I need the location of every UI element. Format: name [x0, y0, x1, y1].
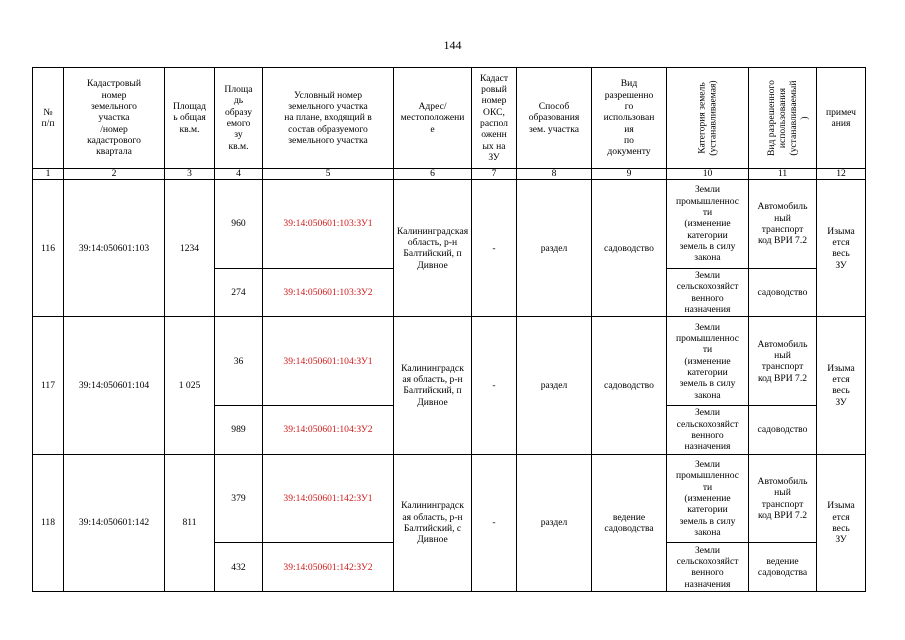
header-land-category [667, 68, 749, 169]
header-total-area: Площад ь общая кв.м. [165, 68, 215, 169]
column-number: 10 [667, 168, 749, 179]
notes: Изыма ется весь ЗУ [817, 180, 866, 317]
header-permitted-use-set-text: Вид разрешенного использования (устанавливаемый ) [765, 79, 810, 156]
permitted-use-set: Автомобиль ный транспорт код ВРИ 7.2 [749, 317, 817, 406]
column-number: 2 [64, 168, 165, 179]
column-number: 12 [817, 168, 866, 179]
header-conditional-number: Условный номер земельного участка на плане, входящий в состав образуемого земельного участка [263, 68, 394, 169]
header-row [33, 68, 866, 169]
oks-number: - [472, 317, 517, 454]
column-number-row [33, 168, 866, 179]
oks-number: - [472, 180, 517, 317]
permitted-use-document: садоводство [592, 317, 667, 454]
row-number: 118 [33, 454, 64, 591]
column-number: 11 [749, 168, 817, 179]
address: Калининградск ая область, р-н Балтийский, с Дивное [394, 454, 472, 591]
header-formed-area: Площа дь образу емого зу кв.м. [215, 68, 263, 169]
formed-area: 36 [215, 317, 263, 406]
permitted-use-set: ведение садоводства [749, 543, 817, 592]
header-cadastral-number: Кадастровый номер земельного участка /номер кадастрового квартала [64, 68, 165, 169]
address: Калининградск ая область, р-н Балтийский, п Дивное [394, 317, 472, 454]
permitted-use-set: Автомобиль ный транспорт код ВРИ 7.2 [749, 454, 817, 543]
column-number: 4 [215, 168, 263, 179]
land-category: Земли сельскохозяйст венного назначения [667, 406, 749, 454]
permitted-use-set: садоводство [749, 406, 817, 454]
notes: Изыма ется весь ЗУ [817, 454, 866, 591]
permitted-use-set: садоводство [749, 268, 817, 316]
column-number: 5 [263, 168, 394, 179]
conditional-number: 39:14:050601:103:ЗУ2 [263, 268, 394, 316]
header-formation-method: Способ образования зем. участка [517, 68, 592, 169]
header-address: Адрес/ местоположени е [394, 68, 472, 169]
cadastral-number: 39:14:050601:103 [64, 180, 165, 317]
total-area: 1 025 [165, 317, 215, 454]
header-notes: примеч ания [817, 68, 866, 169]
formation-method: раздел [517, 317, 592, 454]
total-area: 811 [165, 454, 215, 591]
permitted-use-document: ведение садоводства [592, 454, 667, 591]
land-category: Земли сельскохозяйст венного назначения [667, 543, 749, 592]
table-body [33, 68, 866, 592]
page-number: 144 [443, 38, 462, 52]
formed-area: 432 [215, 543, 263, 592]
table-row [33, 317, 866, 406]
table-row [33, 454, 866, 543]
header-permitted-use-set [749, 68, 817, 169]
cadastral-number: 39:14:050601:104 [64, 317, 165, 454]
column-number: 7 [472, 168, 517, 179]
land-category: Земли промышленнос ти (изменение категории земель в силу закона [667, 180, 749, 269]
conditional-number: 39:14:050601:104:ЗУ1 [263, 317, 394, 406]
formation-method: раздел [517, 454, 592, 591]
formed-area: 379 [215, 454, 263, 543]
cadastral-number: 39:14:050601:142 [64, 454, 165, 591]
formed-area: 274 [215, 268, 263, 316]
row-number: 117 [33, 317, 64, 454]
permitted-use-document: садоводство [592, 180, 667, 317]
formed-area: 989 [215, 406, 263, 454]
header-land-category-text: Категория земель (устанавливаемая) [696, 80, 719, 156]
conditional-number: 39:14:050601:103:ЗУ1 [263, 180, 394, 269]
row-number: 116 [33, 180, 64, 317]
land-category: Земли промышленнос ти (изменение категории земель в силу закона [667, 454, 749, 543]
formed-area: 960 [215, 180, 263, 269]
column-number: 9 [592, 168, 667, 179]
column-number: 8 [517, 168, 592, 179]
conditional-number: 39:14:050601:142:ЗУ1 [263, 454, 394, 543]
column-number: 1 [33, 168, 64, 179]
land-category: Земли промышленнос ти (изменение категории земель в силу закона [667, 317, 749, 406]
header-oks-number: Кадаст ровый номер ОКС, распол оженн ых на ЗУ [472, 68, 517, 169]
oks-number: - [472, 454, 517, 591]
header-number: № п/п [33, 68, 64, 169]
header-permitted-use-document: Вид разрешенно го использован ия по документу [592, 68, 667, 169]
notes: Изыма ется весь ЗУ [817, 317, 866, 454]
permitted-use-set: Автомобиль ный транспорт код ВРИ 7.2 [749, 180, 817, 269]
column-number: 6 [394, 168, 472, 179]
formation-method: раздел [517, 180, 592, 317]
address: Калининградская область, р-н Балтийский, п Дивное [394, 180, 472, 317]
table-row [33, 180, 866, 269]
column-number: 3 [165, 168, 215, 179]
land-category: Земли сельскохозяйст венного назначения [667, 268, 749, 316]
conditional-number: 39:14:050601:104:ЗУ2 [263, 406, 394, 454]
conditional-number: 39:14:050601:142:ЗУ2 [263, 543, 394, 592]
land-plots-table [32, 67, 866, 592]
total-area: 1234 [165, 180, 215, 317]
